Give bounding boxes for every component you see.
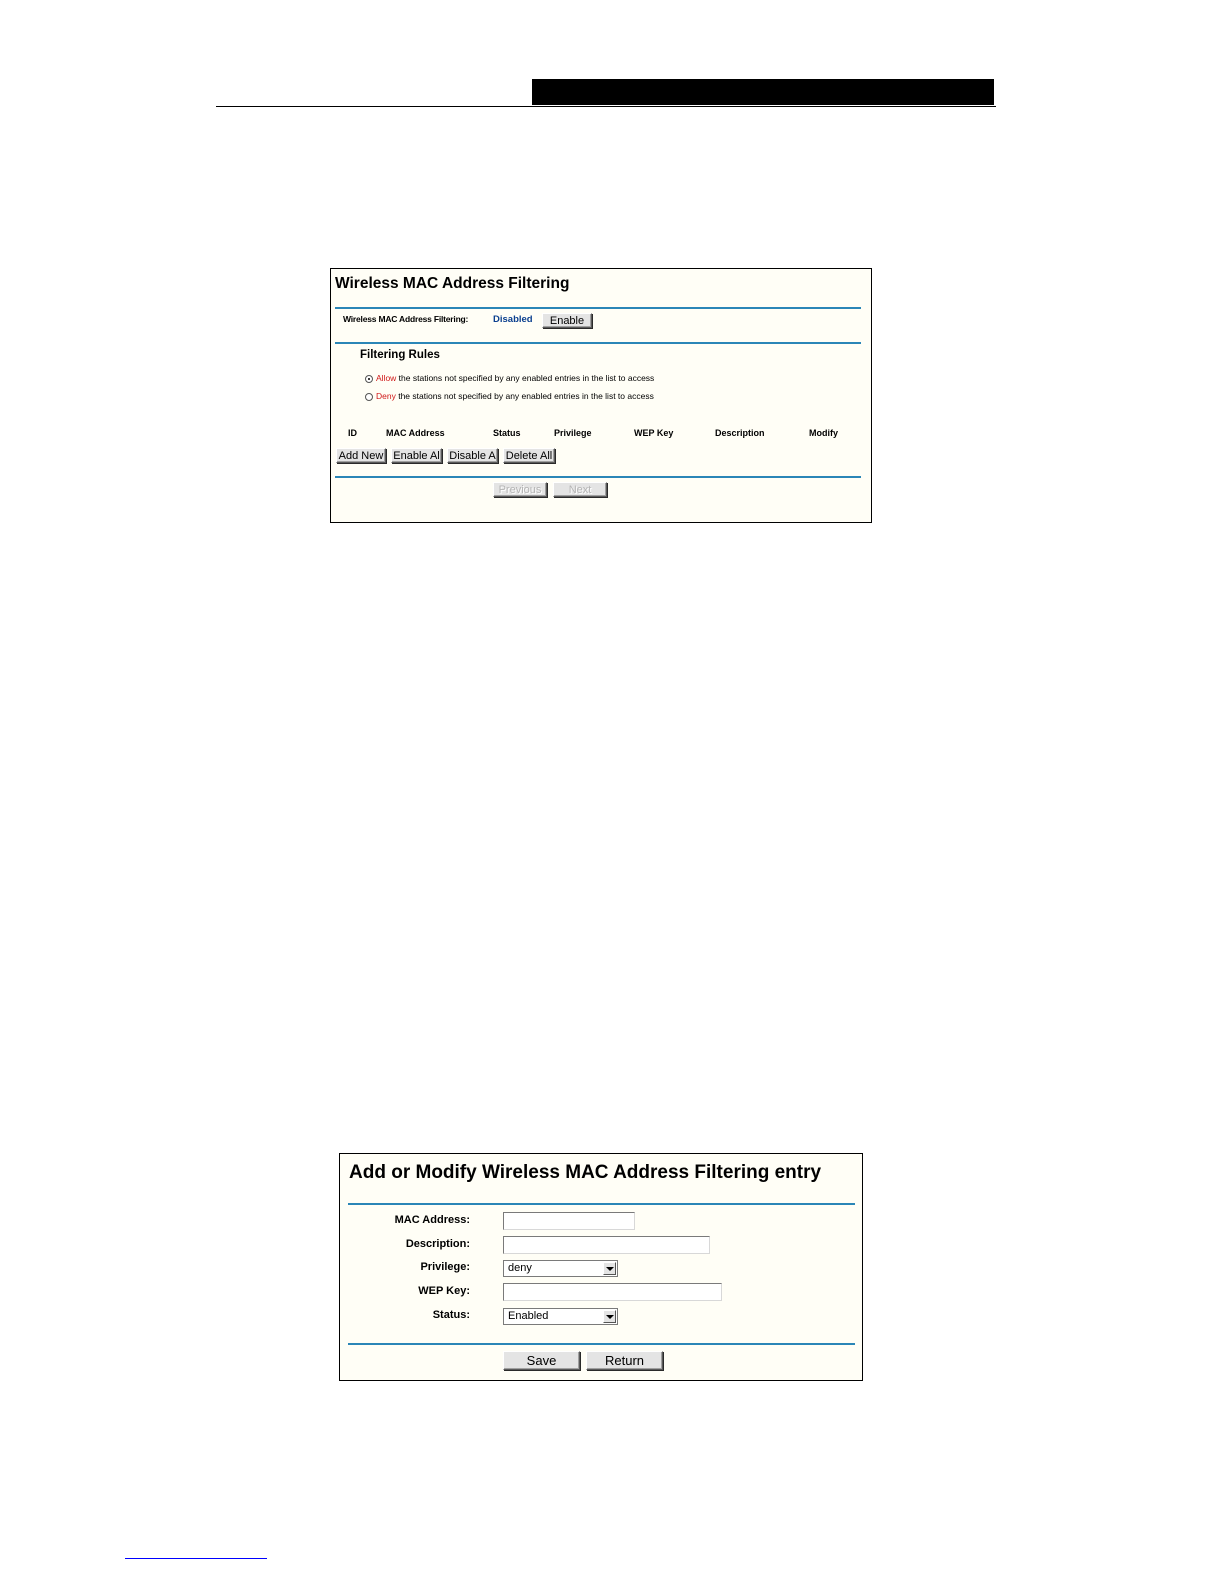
allow-radio[interactable] bbox=[365, 375, 373, 383]
next-button[interactable]: Next bbox=[553, 482, 607, 497]
panel-title: Wireless MAC Address Filtering bbox=[335, 275, 570, 292]
add-new-button[interactable]: Add New bbox=[336, 448, 386, 463]
description-label: Description: bbox=[405, 1238, 470, 1250]
status-select[interactable] bbox=[503, 1308, 618, 1325]
mac-address-label: MAC Address: bbox=[394, 1214, 470, 1226]
allow-keyword: Allow bbox=[376, 373, 397, 383]
add-modify-entry-panel bbox=[339, 1153, 863, 1381]
footer-link-underline bbox=[125, 1558, 267, 1559]
previous-button[interactable]: Previous bbox=[493, 482, 547, 497]
header-bar bbox=[532, 79, 994, 105]
privilege-select[interactable] bbox=[503, 1260, 618, 1277]
deny-radio[interactable] bbox=[365, 393, 373, 401]
column-header-description: Description bbox=[715, 428, 765, 438]
column-header-mac-address: MAC Address bbox=[386, 428, 445, 438]
return-button[interactable]: Return bbox=[586, 1351, 663, 1370]
status-label: Status: bbox=[432, 1309, 470, 1321]
mac-filtering-panel bbox=[330, 268, 872, 523]
chevron-down-icon[interactable] bbox=[603, 1262, 616, 1275]
column-header-status: Status bbox=[493, 428, 521, 438]
privilege-label: Privilege: bbox=[420, 1261, 470, 1273]
deny-text: the stations not specified by any enabled entries in the list to access bbox=[395, 391, 654, 401]
enable-button[interactable]: Enable bbox=[542, 313, 592, 328]
deny-keyword: Deny bbox=[376, 391, 396, 401]
wep-key-input[interactable] bbox=[503, 1283, 722, 1301]
rule-allow-option[interactable] bbox=[365, 373, 654, 383]
filtering-rules-title: Filtering Rules bbox=[360, 349, 440, 361]
allow-text: the stations not specified by any enabled entries in the list to access bbox=[396, 373, 655, 383]
column-header-modify: Modify bbox=[809, 428, 838, 438]
description-input[interactable] bbox=[503, 1236, 710, 1254]
rule-deny-option[interactable] bbox=[365, 391, 654, 401]
divider bbox=[348, 1343, 855, 1345]
delete-all-button[interactable]: Delete All bbox=[503, 448, 555, 463]
chevron-down-icon[interactable] bbox=[603, 1310, 616, 1323]
save-button[interactable]: Save bbox=[503, 1351, 580, 1370]
column-header-id: ID bbox=[348, 428, 357, 438]
mac-address-input[interactable] bbox=[503, 1212, 635, 1230]
filtering-status-value: Disabled bbox=[493, 314, 533, 325]
divider bbox=[335, 342, 861, 344]
column-header-privilege: Privilege bbox=[554, 428, 592, 438]
panel-title: Add or Modify Wireless MAC Address Filtering entry bbox=[349, 1162, 822, 1183]
column-header-wep-key: WEP Key bbox=[634, 428, 674, 438]
divider bbox=[348, 1203, 855, 1205]
header-rule bbox=[216, 106, 996, 107]
status-selected-value: Enabled bbox=[508, 1310, 549, 1322]
filtering-status-label: Wireless MAC Address Filtering: bbox=[343, 314, 469, 324]
enable-all-button[interactable]: Enable Al bbox=[391, 448, 442, 463]
disable-all-button[interactable]: Disable A bbox=[447, 448, 498, 463]
privilege-selected-value: deny bbox=[508, 1262, 532, 1274]
divider bbox=[335, 307, 861, 309]
wep-key-label: WEP Key: bbox=[418, 1285, 470, 1297]
divider bbox=[335, 476, 861, 478]
